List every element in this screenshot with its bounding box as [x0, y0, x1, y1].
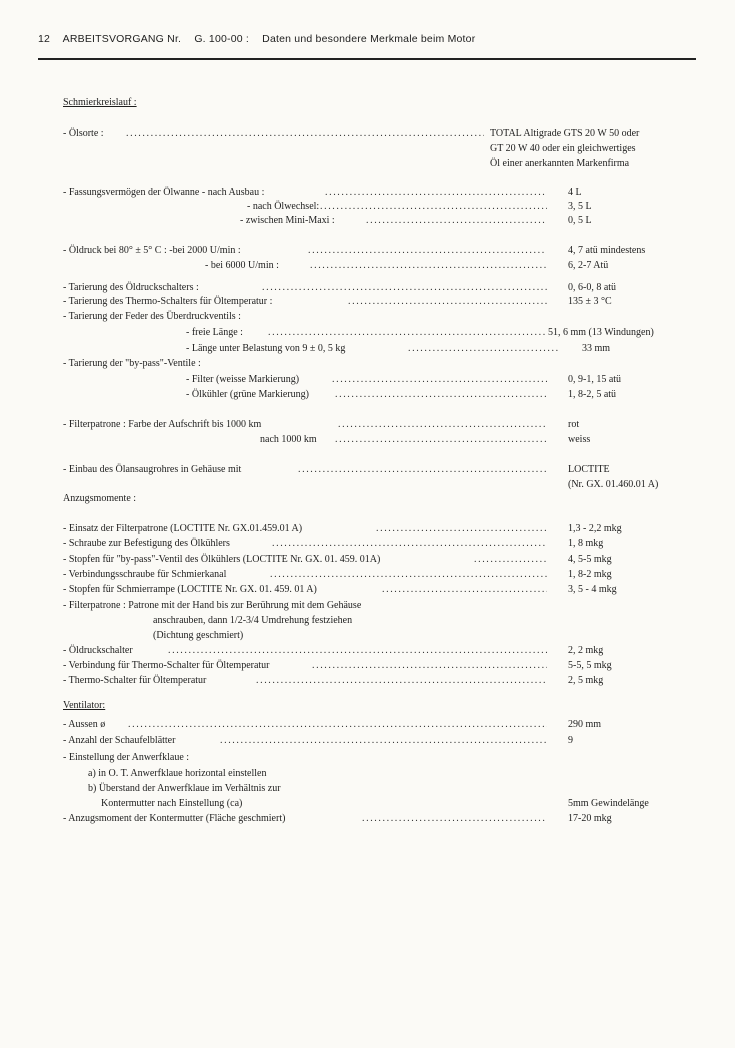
fan-claw-b2-label: Kontermutter nach Einstellung (ca) [101, 798, 243, 809]
leader-dots [320, 200, 547, 213]
capacity-minmax-label: - zwischen Mini-Maxi : [240, 215, 335, 226]
torque-label: - Schraube zur Befestigung des Ölkühlers [63, 538, 230, 549]
page-header [38, 33, 678, 45]
torque-label-cont: (Dichtung geschmiert) [153, 630, 244, 641]
leader-dots [312, 659, 547, 672]
free-length-value: 51, 6 mm (13 Windungen) [548, 327, 654, 338]
bypass-label: - Tarierung der "by-pass"-Ventile : [63, 358, 201, 369]
torque-label: - Verbindungsschraube für Schmierkanal [63, 569, 227, 580]
oil-type-value-3: Öl einer anerkannten Markenfirma [490, 158, 630, 169]
fan-heading: Ventilator: [63, 700, 106, 711]
oil-pressure-value: 4, 7 atü mindestens [568, 245, 646, 256]
leader-dots [366, 214, 547, 227]
header-rule [38, 58, 696, 60]
leader-dots [308, 244, 546, 257]
leader-dots [268, 326, 546, 339]
filter-value: rot [568, 419, 580, 430]
fan-nut-value: 17-20 mkg [568, 813, 612, 824]
process-code: G. 100-00 : [194, 33, 250, 45]
bypass-cooler-label: - Ölkühler (grüne Markierung) [186, 389, 310, 400]
relief-spring-label: - Tarierung der Feder des Überdruckventils : [63, 311, 241, 322]
torque-label: - Thermo-Schalter für Öltemperatur [63, 675, 207, 686]
torque-value: 1, 8-2 mkg [568, 569, 612, 580]
bypass-filter-value: 0, 9-1, 15 atü [568, 374, 622, 385]
capacity-label: - Fassungsvermögen der Ölwanne - nach Ausbau : [63, 187, 265, 198]
torque-label: - Stopfen für "by-pass"-Ventil des Ölkühlers (LOCTITE Nr. GX. 01. 459. 01A) [63, 554, 381, 565]
capacity-value: 4 L [568, 187, 582, 198]
leader-dots [382, 583, 547, 596]
intake-label: - Einbau des Ölansaugrohres in Gehäuse mit [63, 464, 242, 475]
torque-label: - Einsatz der Filterpatrone (LOCTITE Nr. GX.01.459.01 A) [63, 523, 303, 534]
leader-dots [220, 734, 547, 747]
leader-dots [168, 644, 547, 657]
leader-dots [335, 388, 547, 401]
leader-dots [474, 553, 547, 566]
loaded-length-value: 33 mm [582, 343, 611, 354]
pressure-switch-label: - Tarierung des Öldruckschalters : [63, 282, 199, 293]
bypass-filter-label: - Filter (weisse Markierung) [186, 374, 300, 385]
pressure-switch-value: 0, 6-0, 8 atü [568, 282, 617, 293]
leader-dots [256, 674, 547, 687]
torque-value: 1,3 - 2,2 mkg [568, 523, 622, 534]
torques-heading: Anzugsmomente : [63, 493, 137, 504]
page-title: Daten und besondere Merkmale beim Motor [262, 33, 476, 45]
torque-value: 3, 5 - 4 mkg [568, 584, 617, 595]
leader-dots [338, 418, 547, 431]
fan-blades-label: - Anzahl der Schaufelblätter [63, 735, 176, 746]
oil-type-label: - Ölsorte : [63, 128, 104, 139]
leader-dots [270, 568, 547, 581]
process-label: ARBEITSVORGANG Nr. [62, 33, 182, 45]
leader-dots [310, 259, 547, 272]
torque-label: - Verbindung für Thermo-Schalter für Öltemperatur [63, 660, 270, 671]
torque-label-cont: anschrauben, dann 1/2-3/4 Umdrehung festziehen [153, 615, 353, 626]
fan-outer-label: - Aussen ø [63, 719, 106, 730]
filter-after-value: weiss [568, 434, 591, 445]
leader-dots [335, 433, 547, 446]
leader-dots [348, 295, 547, 308]
leader-dots [376, 522, 547, 535]
thermo-switch-value: 135 ± 3 °C [568, 296, 612, 307]
bypass-cooler-value: 1, 8-2, 5 atü [568, 389, 617, 400]
fan-nut-label: - Anzugsmoment der Kontermutter (Fläche geschmiert) [63, 813, 286, 824]
capacity-oilchange-value: 3, 5 L [568, 201, 592, 212]
leader-dots [362, 812, 547, 825]
filter-after-label: nach 1000 km [260, 434, 317, 445]
fan-blades-value: 9 [568, 735, 573, 746]
intake-value: LOCTITE [568, 464, 610, 475]
oil-pressure-6000-label: - bei 6000 U/min : [205, 260, 279, 271]
free-length-label: - freie Länge : [186, 327, 243, 338]
lubrication-heading: Schmierkreislauf : [63, 97, 137, 108]
page-number: 12 [38, 33, 51, 45]
torque-label: - Öldruckschalter [63, 645, 133, 656]
fan-claw-label: - Einstellung der Anwerfklaue : [63, 752, 190, 763]
capacity-oilchange-label: - nach Ölwechsel: [247, 201, 320, 212]
leader-dots [128, 718, 547, 731]
filter-label: - Filterpatrone : Farbe der Aufschrift bis 1000 km [63, 419, 262, 430]
thermo-switch-label: - Tarierung des Thermo-Schalters für Öltemperatur : [63, 296, 273, 307]
intake-value-2: (Nr. GX. 01.460.01 A) [568, 479, 659, 490]
torque-label: - Stopfen für Schmierrampe (LOCTITE Nr. GX. 01. 459. 01 A) [63, 584, 317, 595]
fan-claw-b2-value: 5mm Gewindelänge [568, 798, 649, 809]
oil-pressure-6000-value: 6, 2-7 Atü [568, 260, 609, 271]
torque-value: 1, 8 mkg [568, 538, 604, 549]
leader-dots [408, 342, 558, 355]
oil-type-value: TOTAL Altigrade GTS 20 W 50 oder [490, 128, 640, 139]
fan-claw-a: a) in O. T. Anwerfklaue horizontal einstellen [88, 768, 267, 779]
fan-claw-b: b) Überstand der Anwerfklaue im Verhältnis zur [88, 783, 281, 794]
torque-value: 4, 5-5 mkg [568, 554, 612, 565]
leader-dots [325, 186, 547, 199]
leader-dots [262, 281, 547, 294]
leader-dots [298, 463, 546, 476]
leader-dots [126, 127, 484, 140]
loaded-length-label: - Länge unter Belastung von 9 ± 0, 5 kg [186, 343, 346, 354]
fan-outer-value: 290 mm [568, 719, 602, 730]
capacity-minmax-value: 0, 5 L [568, 215, 592, 226]
oil-type-value-2: GT 20 W 40 oder ein gleichwertiges [490, 143, 636, 154]
torque-value: 2, 2 mkg [568, 645, 604, 656]
torque-label: - Filterpatrone : Patrone mit der Hand bis zur Berührung mit dem Gehäuse [63, 600, 362, 611]
torque-value: 5-5, 5 mkg [568, 660, 612, 671]
oil-pressure-label: - Öldruck bei 80° ± 5° C : -bei 2000 U/min : [63, 245, 241, 256]
torque-value: 2, 5 mkg [568, 675, 604, 686]
leader-dots [332, 373, 547, 386]
leader-dots [272, 537, 547, 550]
